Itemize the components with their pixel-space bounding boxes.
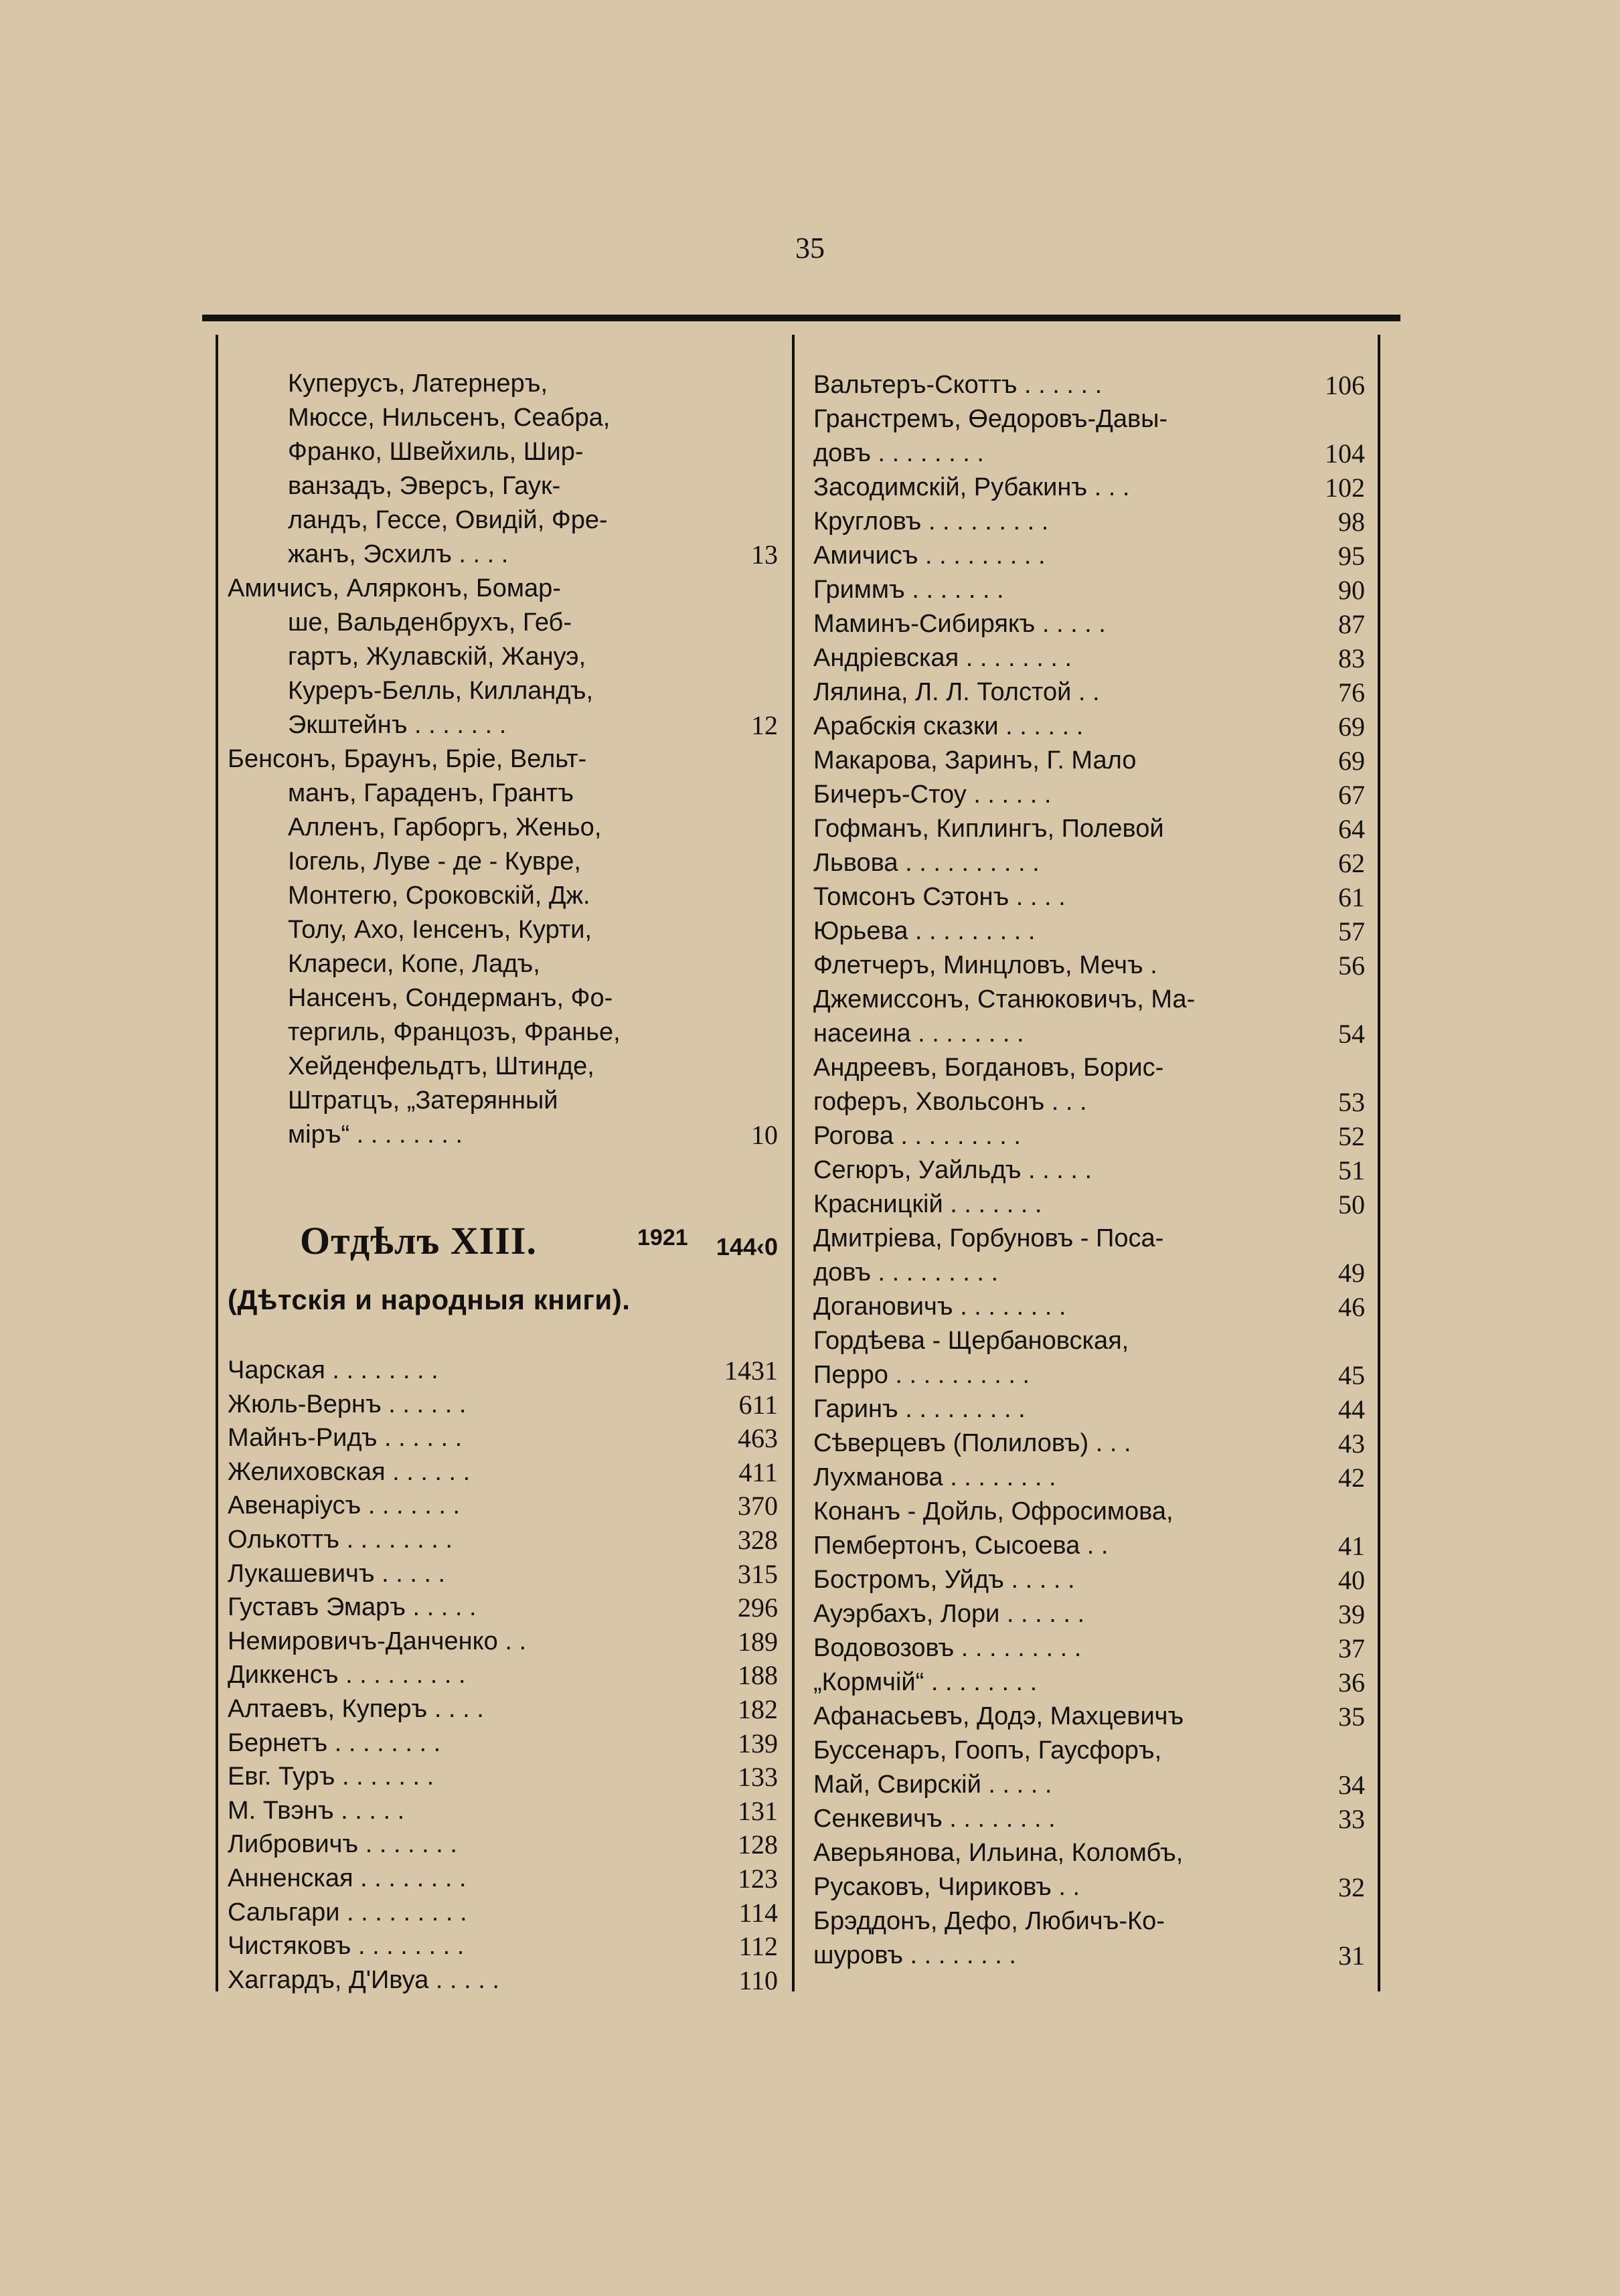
entry-count: 62: [1338, 848, 1365, 878]
entry-text: насеина . . . . . . . .: [813, 1019, 1024, 1048]
entry-text: Андріевская . . . . . . . .: [813, 644, 1072, 672]
entry-count: 123: [738, 1864, 778, 1894]
entry-count: 611: [738, 1389, 778, 1420]
entry-text: Франко, Швейхиль, Шир-: [288, 438, 584, 466]
entry-count: 42: [1338, 1463, 1365, 1493]
entry-count: 128: [738, 1829, 778, 1860]
entry-text: Сегюръ, Уайльдъ . . . . .: [813, 1156, 1092, 1184]
entry-text: Лукашевичъ . . . . .: [228, 1559, 446, 1588]
entry-count: 43: [1338, 1428, 1365, 1459]
entry-count: 1431: [724, 1356, 778, 1386]
entry-count: 61: [1338, 882, 1365, 912]
top-rule: [202, 315, 1400, 321]
entry-count: 39: [1338, 1599, 1365, 1629]
entry-count: 33: [1338, 1804, 1365, 1834]
entry-text: Юрьева . . . . . . . . .: [813, 917, 1036, 945]
entry-count: 12: [751, 710, 778, 740]
entry-count: 54: [1338, 1019, 1365, 1049]
entry-text: Чарская . . . . . . . .: [228, 1356, 438, 1384]
section-subtitle: (Дѣтскія и народныя книги).: [228, 1284, 631, 1315]
entry-text: ванзадъ, Эверсъ, Гаук-: [288, 472, 561, 500]
entry-text: Брэддонъ, Дефо, Любичъ-Ко-: [813, 1907, 1165, 1935]
entry-count: 104: [1325, 438, 1365, 469]
entry-text: манъ, Гараденъ, Грантъ: [288, 779, 574, 807]
entry-text: Аверьянова, Ильина, Коломбъ,: [813, 1839, 1184, 1867]
entry-text: Кругловъ . . . . . . . . .: [813, 507, 1049, 536]
entry-text: Маминъ-Сибирякъ . . . . .: [813, 610, 1106, 638]
entry-count: 41: [1338, 1531, 1365, 1561]
entry-text: Куперусъ, Латернеръ,: [288, 370, 548, 398]
entry-text: Гордѣева - Щербановская,: [813, 1327, 1129, 1355]
entry-text: Конанъ - Дойль, Офросимова,: [813, 1497, 1173, 1526]
entry-text: Евг. Туръ . . . . . . .: [228, 1762, 434, 1791]
entry-count: 87: [1338, 609, 1365, 639]
entry-count: 35: [1338, 1702, 1365, 1732]
section-year: 1921: [637, 1225, 688, 1250]
entry-text: Гриммъ . . . . . . .: [813, 576, 1004, 604]
entry-text: Рогова . . . . . . . . .: [813, 1122, 1021, 1150]
entry-text: Алтаевъ, Куперъ . . . .: [228, 1695, 484, 1723]
entry-count: 46: [1338, 1292, 1365, 1322]
entry-text: Алленъ, Гарборгъ, Женьо,: [288, 813, 602, 841]
entry-text: Андреевъ, Богдановъ, Борис-: [813, 1054, 1164, 1082]
entry-text: Перро . . . . . . . . . .: [813, 1361, 1030, 1389]
entry-text: Густавъ Эмаръ . . . . .: [228, 1593, 477, 1622]
entry-count: 44: [1338, 1394, 1365, 1424]
entry-count: 69: [1338, 746, 1365, 776]
entry-text: Афанасьевъ, Додэ, Махцевичъ: [813, 1702, 1184, 1730]
entry-text: Бичеръ-Стоу . . . . . .: [813, 781, 1052, 809]
entry-count: 411: [738, 1457, 778, 1487]
entry-text: Русаковъ, Чириковъ . .: [813, 1873, 1080, 1901]
entry-text: Арабскія сказки . . . . . .: [813, 712, 1084, 740]
entry-text: Бенсонъ, Браунъ, Бріе, Вельт-: [228, 745, 587, 773]
center-column-rule: [792, 335, 795, 1991]
entry-text: Сѣверцевъ (Полиловъ) . . .: [813, 1429, 1131, 1457]
entry-text: Клареси, Копе, Ладъ,: [288, 950, 540, 978]
entry-count: 188: [738, 1660, 778, 1691]
entry-count: 112: [738, 1931, 778, 1962]
entry-text: Томсонъ Сэтонъ . . . .: [813, 883, 1066, 911]
entry-count: 110: [738, 1965, 778, 1995]
entry-text: Нансенъ, Сондерманъ, Фо-: [288, 984, 613, 1012]
entry-count: 98: [1338, 507, 1365, 537]
entry-count: 52: [1338, 1121, 1365, 1151]
entry-count: 102: [1325, 473, 1365, 503]
entry-text: Хейденфельдтъ, Штинде,: [288, 1052, 594, 1080]
page-number: 35: [795, 232, 825, 264]
entry-text: Засодимскій, Рубакинъ . . .: [813, 473, 1130, 501]
entry-count: 370: [738, 1491, 778, 1522]
section-total: 144‹0: [716, 1233, 778, 1260]
right-column-rule: [1378, 335, 1380, 1991]
entry-text: ше, Вальденбрухъ, Геб-: [288, 608, 572, 637]
entry-text: Сенкевичъ . . . . . . . .: [813, 1805, 1056, 1833]
entry-text: Макарова, Заринъ, Г. Мало: [813, 746, 1137, 774]
entry-count: 31: [1338, 1941, 1365, 1971]
entry-count: 64: [1338, 814, 1365, 844]
entry-count: 36: [1338, 1667, 1365, 1698]
entry-text: Диккенсъ . . . . . . . . .: [228, 1661, 466, 1690]
entry-count: 67: [1338, 780, 1365, 810]
entry-text: Дмитріева, Горбуновъ - Поса-: [813, 1224, 1164, 1252]
entry-text: Лялина, Л. Л. Толстой . .: [813, 678, 1100, 706]
entry-text: Іогель, Луве - де - Кувре,: [288, 847, 581, 876]
entry-text: Водовозовъ . . . . . . . . .: [813, 1634, 1082, 1662]
entry-text: Майнъ-Ридъ . . . . . .: [228, 1424, 463, 1453]
entry-count: 45: [1338, 1360, 1365, 1390]
entry-text: Львова . . . . . . . . . .: [813, 849, 1040, 877]
entry-text: „Кормчій“ . . . . . . . .: [813, 1668, 1038, 1696]
entry-text: Ауэрбахъ, Лори . . . . . .: [813, 1600, 1085, 1628]
entry-text: гартъ, Жулавскій, Жануэ,: [288, 643, 586, 671]
entry-text: Амичисъ . . . . . . . . .: [813, 542, 1046, 570]
entry-text: Мюссе, Нильсенъ, Сеабра,: [288, 404, 611, 432]
entry-count: 49: [1338, 1258, 1365, 1288]
entry-text: Экштейнъ . . . . . . .: [288, 711, 507, 739]
entry-text: шуровъ . . . . . . . .: [813, 1941, 1016, 1969]
entry-count: 189: [738, 1626, 778, 1657]
entry-count: 13: [751, 540, 778, 570]
entry-count: 56: [1338, 951, 1365, 981]
entry-count: 40: [1338, 1565, 1365, 1595]
entry-text: Флетчеръ, Минцловъ, Мечъ .: [813, 951, 1157, 979]
entry-text: Олькоттъ . . . . . . . .: [228, 1526, 453, 1554]
entry-count: 51: [1338, 1155, 1365, 1185]
left-column-rule: [216, 335, 218, 1991]
entry-text: Авенаріусъ . . . . . . .: [228, 1491, 461, 1520]
entry-count: 53: [1338, 1087, 1365, 1117]
entry-text: Амичисъ, Алярконъ, Бомар-: [228, 574, 561, 602]
entry-count: 139: [738, 1728, 778, 1758]
entry-count: 57: [1338, 916, 1365, 947]
entry-text: Вальтеръ-Скоттъ . . . . . .: [813, 371, 1103, 399]
entry-count: 182: [738, 1694, 778, 1724]
entry-text: Хаггардъ, Д'Ивуа . . . . .: [228, 1965, 499, 1994]
entry-text: Красницкій . . . . . . .: [813, 1190, 1042, 1218]
entry-text: Немировичъ-Данченко . .: [228, 1627, 526, 1655]
entry-text: Буссенаръ, Гоопъ, Гаусфоръ,: [813, 1736, 1162, 1765]
entry-text: Куреръ-Белль, Килландъ,: [288, 677, 594, 705]
entry-text: Сальгари . . . . . . . . .: [228, 1898, 467, 1926]
entry-count: 32: [1338, 1872, 1365, 1902]
entry-text: міръ“ . . . . . . . .: [288, 1121, 463, 1149]
entry-count: 131: [738, 1795, 778, 1826]
entry-text: гоферъ, Хвольсонъ . . .: [813, 1088, 1087, 1116]
entry-count: 106: [1325, 370, 1365, 400]
entry-count: 50: [1338, 1190, 1365, 1220]
section-title: Отдѣлъ XIII.: [300, 1219, 537, 1262]
entry-text: Толу, Ахо, Іенсенъ, Курти,: [288, 916, 592, 944]
entry-text: жанъ, Эсхилъ . . . .: [288, 540, 509, 568]
entry-text: Монтегю, Сроковскій, Дж.: [288, 882, 590, 910]
entry-text: М. Твэнъ . . . . .: [228, 1796, 405, 1825]
entry-text: Гофманъ, Киплингъ, Полевой: [813, 815, 1164, 843]
entry-text: Чистяковъ . . . . . . . .: [228, 1932, 465, 1961]
entry-count: 133: [738, 1762, 778, 1793]
entry-count: 34: [1338, 1770, 1365, 1800]
entry-text: Бостромъ, Уйдъ . . . . .: [813, 1566, 1075, 1594]
entry-text: Желиховская . . . . . .: [228, 1457, 471, 1486]
entry-text: ландъ, Гессе, Овидій, Фре-: [288, 506, 608, 534]
entry-text: Анненская . . . . . . . .: [228, 1864, 467, 1892]
entry-count: 296: [738, 1592, 778, 1623]
entry-count: 83: [1338, 643, 1365, 673]
entry-count: 90: [1338, 575, 1365, 605]
entry-count: 69: [1338, 712, 1365, 742]
entry-count: 315: [738, 1558, 778, 1589]
entry-count: 95: [1338, 541, 1365, 571]
entry-text: Гранстремъ, Өедоровъ-Давы-: [813, 405, 1168, 433]
entry-text: Догановичъ . . . . . . . .: [813, 1293, 1066, 1321]
entry-text: Гаринъ . . . . . . . . .: [813, 1395, 1026, 1423]
entry-text: Штратцъ, „Затерянный: [288, 1086, 558, 1115]
entry-count: 37: [1338, 1633, 1365, 1663]
entry-text: Пембертонъ, Сысоева . .: [813, 1532, 1109, 1560]
entry-count: 76: [1338, 677, 1365, 708]
entry-count: 10: [751, 1120, 778, 1150]
entry-text: довъ . . . . . . . . .: [813, 1258, 999, 1287]
entry-text: Май, Свирскій . . . . .: [813, 1771, 1052, 1799]
entry-text: Жюль-Вернъ . . . . . .: [228, 1390, 467, 1418]
entry-text: довъ . . . . . . . .: [813, 439, 984, 467]
entry-text: Джемиссонъ, Станюковичъ, Ма-: [813, 985, 1196, 1013]
entry-text: Либровичъ . . . . . . .: [228, 1830, 457, 1859]
entry-count: 114: [738, 1897, 778, 1928]
entry-text: тергиль, Францозъ, Франье,: [288, 1018, 621, 1046]
entry-text: Лухманова . . . . . . . .: [813, 1463, 1056, 1491]
entry-count: 463: [738, 1423, 778, 1454]
entry-count: 328: [738, 1525, 778, 1555]
entry-text: Бернетъ . . . . . . . .: [228, 1728, 441, 1757]
